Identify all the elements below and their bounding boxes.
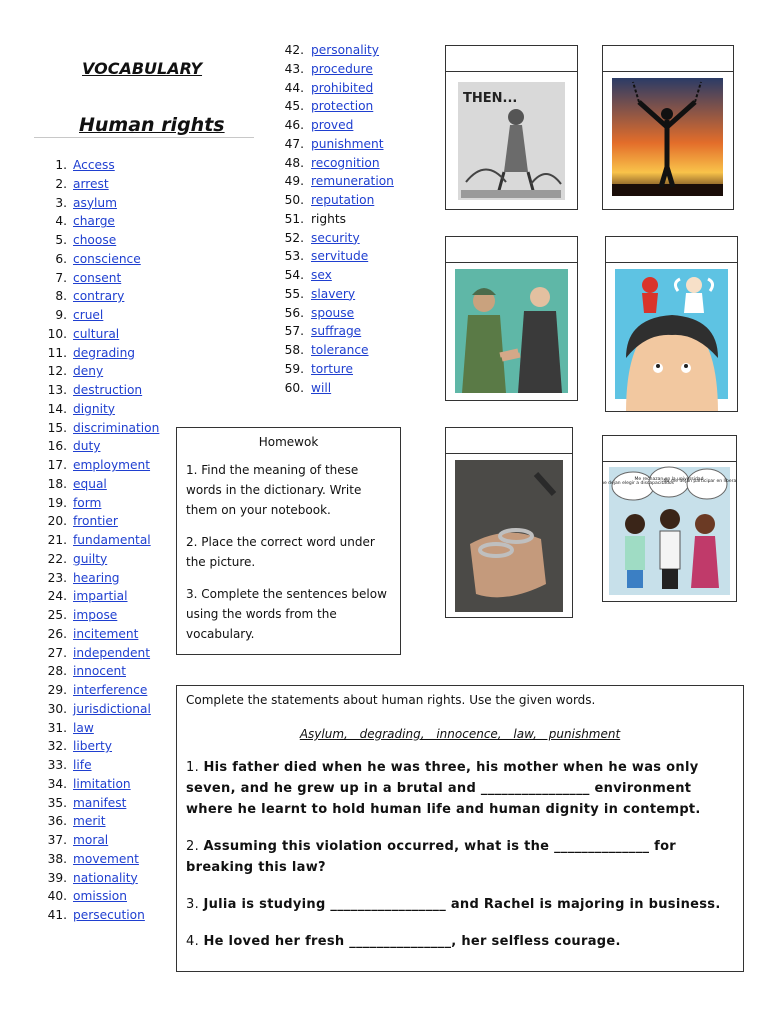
exercise-text: [186, 971, 685, 972]
vocabulary-item: [38, 494, 159, 513]
vocabulary-item: [38, 869, 159, 888]
vocabulary-item: [272, 379, 394, 398]
vocabulary-number: 14.: [47, 401, 67, 416]
vocabulary-number: 2.: [55, 176, 67, 191]
vocabulary-number: 57.: [284, 324, 304, 339]
vocabulary-number: 50.: [284, 193, 304, 207]
vocabulary-item: [38, 287, 159, 306]
vocabulary-item: [38, 887, 159, 906]
vocabulary-number: 15.: [47, 420, 67, 435]
cartoon-then-image: [446, 72, 577, 209]
vocabulary-number: 28.: [47, 664, 67, 679]
vocabulary-item: [38, 456, 159, 475]
vocabulary-list-2: [272, 41, 394, 397]
vocabulary-number: 39.: [47, 870, 67, 885]
vocabulary-item: [38, 306, 159, 325]
vocabulary-item: [38, 250, 159, 269]
vocabulary-link[interactable]: omission: [73, 889, 127, 904]
vocabulary-item: [38, 400, 159, 419]
vocabulary-link[interactable]: interference: [73, 683, 148, 697]
vocabulary-item: [38, 437, 159, 456]
vocabulary-number: 54.: [284, 268, 304, 282]
picture-frame-1: [445, 71, 578, 210]
vocabulary-number: 21.: [47, 533, 67, 547]
vocabulary-item: [38, 512, 159, 531]
vocabulary-number: 22.: [47, 551, 67, 566]
vocabulary-link[interactable]: choose: [73, 233, 117, 247]
vocabulary-link[interactable]: prohibited: [311, 80, 374, 95]
vocabulary-number: 49.: [284, 174, 304, 189]
vocabulary-number: 38.: [47, 851, 67, 866]
vocabulary-link[interactable]: nationality: [73, 870, 138, 885]
vocabulary-item: [272, 229, 394, 248]
vocabulary-item: [38, 550, 159, 569]
speech-bubble-2: Me rechazan en la universidad: [634, 477, 704, 482]
vocabulary-item: [38, 625, 159, 644]
vocabulary-item: [38, 344, 159, 363]
vocabulary-number: 16.: [47, 439, 67, 454]
vocabulary-link[interactable]: liberty: [73, 739, 113, 754]
vocabulary-link[interactable]: equal: [73, 476, 107, 491]
vocabulary-link[interactable]: security: [311, 230, 360, 245]
vocabulary-item: [38, 812, 159, 831]
vocabulary-number: 53.: [284, 249, 304, 264]
vocabulary-link[interactable]: incitement: [73, 626, 139, 641]
vocabulary-number: 33.: [47, 758, 67, 772]
vocabulary-item: [38, 175, 159, 194]
vocabulary-number: 24.: [47, 589, 67, 604]
vocabulary-link[interactable]: charge: [73, 214, 115, 229]
vocabulary-item: [272, 79, 394, 98]
vocabulary-number: 31.: [47, 720, 67, 735]
vocabulary-link[interactable]: sex: [311, 268, 332, 282]
vocabulary-number: 32.: [47, 739, 67, 754]
vocabulary-number: 41.: [47, 908, 67, 922]
vocabulary-link[interactable]: cultural: [73, 326, 120, 341]
vocabulary-number: 29.: [47, 683, 67, 697]
vocabulary-list-1: [38, 156, 159, 925]
picture-frame-3: [445, 262, 578, 401]
vocabulary-item: [272, 116, 394, 135]
vocabulary-item: [272, 247, 394, 266]
vocabulary-number: 30.: [47, 701, 67, 716]
vocabulary-link[interactable]: employment: [73, 458, 151, 472]
vocabulary-item: [272, 135, 394, 154]
exercise-text: His father died when he was three, his mother when he was only seven, and he grew up in a brutal and ________________ environment where he learnt to hold human life and human dignity in contempt.: [186, 760, 701, 817]
handshake-image: [446, 263, 577, 400]
vocabulary-link[interactable]: impose: [73, 608, 118, 622]
vocabulary-link[interactable]: consent: [73, 270, 122, 285]
vocabulary-item: [38, 737, 159, 756]
vocabulary-number: 13.: [47, 383, 67, 397]
exercise-instruction: Complete the statements about human rights. Use the given words.: [186, 693, 596, 707]
vocabulary-number: 51.: [284, 211, 304, 226]
exercise-number: [186, 971, 203, 972]
title-divider: [34, 137, 254, 138]
vocabulary-link[interactable]: discrimination: [73, 420, 160, 435]
exercise-box: [176, 685, 744, 972]
vocabulary-number: 40.: [47, 889, 67, 904]
vocabulary-item: [272, 304, 394, 323]
exercise-number: 2.: [186, 839, 204, 854]
vocabulary-item: [38, 831, 159, 850]
vocabulary-item: [38, 644, 159, 663]
vocabulary-item: [272, 97, 394, 116]
vocabulary-number: 43.: [284, 61, 304, 76]
vocabulary-number: 42.: [284, 43, 304, 57]
vocabulary-item: [38, 531, 159, 550]
exercise-number: 1.: [186, 760, 204, 775]
vocabulary-number: 4.: [55, 214, 67, 229]
vocabulary-item: [272, 322, 394, 341]
exercise-number: 4.: [186, 934, 204, 949]
exercise-item: [186, 968, 733, 972]
picture-frame-6: [602, 461, 737, 602]
vocabulary-number: 1.: [55, 158, 67, 172]
vocabulary-link[interactable]: Access: [73, 158, 115, 172]
vocabulary-title: VOCABULARY: [82, 59, 203, 78]
vocabulary-link[interactable]: torture: [311, 361, 353, 376]
vocabulary-item: [272, 210, 394, 229]
vocabulary-link[interactable]: cruel: [73, 308, 104, 322]
vocabulary-link[interactable]: impartial: [73, 589, 128, 604]
vocabulary-item: [38, 269, 159, 288]
vocabulary-number: 11.: [47, 345, 67, 360]
vocabulary-number: 60.: [284, 380, 304, 395]
then-caption: THEN...: [463, 91, 518, 106]
vocabulary-item: [38, 231, 159, 250]
picture-label-box-5[interactable]: [445, 427, 573, 455]
picture-frame-5: [445, 453, 573, 618]
vocabulary-link[interactable]: limitation: [73, 776, 131, 791]
vocabulary-number: 20.: [47, 514, 67, 529]
vocabulary-item: [38, 362, 159, 381]
vocabulary-item: [38, 419, 159, 438]
exercise-item: [186, 757, 733, 820]
vocabulary-link[interactable]: servitude: [311, 249, 369, 264]
vocabulary-item: [38, 719, 159, 738]
exercise-items: [177, 757, 743, 972]
vocabulary-item: [38, 850, 159, 869]
vocabulary-number: 44.: [284, 80, 304, 95]
vocabulary-number: 19.: [47, 495, 67, 510]
picture-label-box-2[interactable]: [602, 45, 734, 73]
picture-label-box-6[interactable]: [602, 435, 737, 463]
conscience-angel-devil-image: [606, 263, 737, 411]
vocabulary-item: [38, 756, 159, 775]
vocabulary-link[interactable]: will: [311, 380, 332, 395]
vocabulary-number: 56.: [284, 305, 304, 320]
vocabulary-link[interactable]: form: [73, 495, 102, 510]
vocabulary-item: [38, 587, 159, 606]
vocabulary-number: 25.: [47, 608, 67, 622]
picture-label-box-3[interactable]: [445, 236, 578, 264]
word-bank: Asylum, degrading, innocence, law, punishment: [299, 727, 621, 741]
topic-title: Human rights: [79, 114, 225, 136]
exercise-item: [186, 931, 733, 952]
vocabulary-number: 10.: [47, 326, 67, 341]
vocabulary-number: 18.: [47, 476, 67, 491]
vocabulary-link[interactable]: reputation: [311, 193, 375, 207]
vocabulary-link[interactable]: personality: [311, 43, 380, 57]
vocabulary-item: [38, 662, 159, 681]
vocabulary-link[interactable]: recognition: [311, 155, 380, 170]
vocabulary-link[interactable]: guilty: [73, 551, 108, 566]
speech-bubble-3: No me dejan participar en libera: [663, 479, 736, 484]
vocabulary-number: 34.: [47, 776, 67, 791]
vocabulary-number: 35.: [47, 795, 67, 810]
vocabulary-link[interactable]: contrary: [73, 289, 125, 304]
vocabulary-number: 47.: [284, 136, 304, 151]
vocabulary-number: 36.: [47, 814, 67, 829]
vocabulary-link[interactable]: persecution: [73, 908, 145, 922]
vocabulary-item: [272, 172, 394, 191]
vocabulary-link[interactable]: proved: [311, 118, 354, 132]
vocabulary-link[interactable]: merit: [73, 814, 106, 829]
vocabulary-link[interactable]: procedure: [311, 61, 373, 76]
vocabulary-link[interactable]: jurisdictional: [73, 701, 151, 716]
exercise-number: 3.: [186, 897, 204, 912]
vocabulary-number: 37.: [47, 833, 67, 847]
speech-bubble-1: e dejan elegir a discapacitados: [603, 481, 674, 486]
vocabulary-link[interactable]: manifest: [73, 795, 127, 810]
vocabulary-link[interactable]: duty: [73, 439, 101, 454]
vocabulary-item: [38, 569, 159, 588]
vocabulary-number: 59.: [284, 361, 304, 376]
vocabulary-number: 48.: [284, 155, 304, 170]
vocabulary-number: 45.: [284, 99, 304, 114]
vocabulary-number: 46.: [284, 118, 304, 132]
vocabulary-item: [272, 154, 394, 173]
vocabulary-item: [38, 325, 159, 344]
vocabulary-number: 58.: [284, 343, 304, 357]
homework-title: Homewok: [258, 435, 319, 449]
vocabulary-number: 3.: [55, 195, 67, 210]
vocabulary-link[interactable]: innocent: [73, 664, 126, 679]
vocabulary-link[interactable]: frontier: [73, 514, 118, 529]
exercise-text: He loved her fresh _______________, her selfless courage.: [203, 934, 621, 949]
vocabulary-link[interactable]: hearing: [73, 570, 120, 585]
vocabulary-number: 8.: [55, 289, 67, 304]
vocabulary-number: 23.: [47, 570, 67, 585]
homework-item-3: 3. Complete the sentences below using the words from the vocabulary.: [186, 587, 387, 641]
vocabulary-item: [38, 906, 159, 925]
vocabulary-number: 12.: [47, 364, 67, 379]
handcuffed-hands-image: [446, 454, 572, 617]
picture-label-box-4[interactable]: [605, 236, 738, 264]
vocabulary-link[interactable]: remuneration: [311, 174, 394, 189]
homework-box: [176, 427, 401, 655]
vocabulary-link[interactable]: tolerance: [311, 343, 369, 357]
vocabulary-link[interactable]: asylum: [73, 195, 118, 210]
picture-label-box-1[interactable]: [445, 45, 578, 73]
vocabulary-item: [38, 681, 159, 700]
vocabulary-item: [38, 606, 159, 625]
vocabulary-number: 9.: [55, 308, 67, 322]
vocabulary-link[interactable]: life: [73, 758, 92, 772]
vocabulary-item: [38, 212, 159, 231]
vocabulary-number: 17.: [47, 458, 67, 472]
vocabulary-item: [272, 285, 394, 304]
vocabulary-link[interactable]: destruction: [73, 383, 143, 397]
discrimination-people-image: [603, 462, 736, 601]
vocabulary-item: [38, 794, 159, 813]
vocabulary-number: 6.: [55, 251, 67, 266]
vocabulary-link[interactable]: spouse: [311, 305, 355, 320]
homework-item-1: 1. Find the meaning of these words in the dictionary. Write them on your notebook.: [186, 463, 362, 517]
vocabulary-number: 55.: [284, 286, 304, 301]
vocabulary-link[interactable]: law: [73, 720, 94, 735]
vocabulary-link[interactable]: moral: [73, 833, 109, 847]
picture-frame-2: [602, 71, 734, 210]
vocabulary-link[interactable]: fundamental: [73, 533, 151, 547]
vocabulary-link[interactable]: conscience: [73, 251, 141, 266]
chained-silhouette-image: [603, 72, 733, 209]
exercise-text: Assuming this violation occurred, what is the ______________ for breaking this law?: [186, 839, 677, 875]
vocabulary-link[interactable]: protection: [311, 99, 374, 114]
vocabulary-link[interactable]: deny: [73, 364, 104, 379]
vocabulary-number: 7.: [55, 270, 67, 285]
vocabulary-number: 52.: [284, 230, 304, 245]
homework-item-2: 2. Place the correct word under the picture.: [186, 535, 375, 569]
vocabulary-link[interactable]: suffrage: [311, 324, 362, 339]
vocabulary-item: [272, 266, 394, 285]
exercise-item: [186, 836, 733, 878]
vocabulary-item: [38, 156, 159, 175]
vocabulary-item: [38, 700, 159, 719]
vocabulary-item: [272, 191, 394, 210]
vocabulary-link[interactable]: degrading: [73, 345, 136, 360]
vocabulary-item: [38, 194, 159, 213]
vocabulary-item: [272, 41, 394, 60]
vocabulary-link[interactable]: independent: [73, 645, 151, 660]
vocabulary-link[interactable]: slavery: [311, 286, 356, 301]
vocabulary-item: [38, 775, 159, 794]
vocabulary-item: [38, 381, 159, 400]
exercise-item: [186, 894, 733, 915]
picture-frame-4: [605, 262, 738, 412]
exercise-text: Julia is studying _________________ and Rachel is majoring in business.: [203, 897, 721, 912]
vocabulary-number: 26.: [47, 626, 67, 641]
vocabulary-link[interactable]: punishment: [311, 136, 384, 151]
vocabulary-word: rights: [311, 211, 346, 226]
vocabulary-item: [272, 60, 394, 79]
vocabulary-item: [272, 360, 394, 379]
vocabulary-item: [38, 475, 159, 494]
vocabulary-link[interactable]: arrest: [73, 176, 109, 191]
vocabulary-number: 5.: [55, 233, 67, 247]
vocabulary-item: [272, 341, 394, 360]
vocabulary-link[interactable]: dignity: [73, 401, 115, 416]
vocabulary-number: 27.: [47, 645, 67, 660]
vocabulary-link[interactable]: movement: [73, 851, 139, 866]
